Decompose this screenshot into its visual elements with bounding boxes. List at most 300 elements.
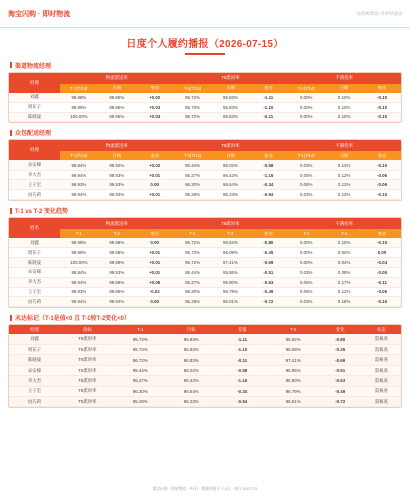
- section-title-text: 渠道物流经理: [15, 63, 52, 70]
- value-cell: 100.00%: [60, 112, 98, 122]
- name-cell: 李大杰: [9, 376, 60, 386]
- name-cell: 刘鑫: [9, 334, 60, 344]
- t1-cell: 95.44%: [115, 365, 166, 375]
- value-cell: 99.94%: [60, 160, 98, 170]
- manager-name: 宋安娣: [9, 267, 60, 277]
- name-cell: 由巧莉: [9, 397, 60, 407]
- metric-cell: T6派时率: [60, 386, 115, 396]
- change-cell: -0.72: [249, 297, 287, 307]
- sub-column-header: T-1(7/14): [174, 84, 212, 93]
- manager-name: 刘鑫: [9, 238, 60, 248]
- change-cell: -0.10: [363, 160, 401, 170]
- flagged-row: [9, 345, 401, 355]
- value-cell: 96.83%: [212, 112, 250, 122]
- value-cell: 95.44%: [174, 267, 212, 277]
- table-row: [9, 248, 401, 258]
- sub-column-header: T-1: [60, 229, 98, 238]
- manager-name: 周东子: [9, 248, 60, 258]
- value-cell: 99.99%: [60, 248, 98, 258]
- gap-cell: -1.11: [217, 334, 268, 344]
- section-title-text: 未达标记（T-1是值<0 且 T-1较T-2变化<0）: [15, 316, 131, 323]
- sub-column-header: 日期: [212, 151, 250, 160]
- metric-cell: T6派时率: [60, 355, 115, 365]
- column-header: 经理: [9, 325, 60, 334]
- table-row: [9, 180, 401, 190]
- sub-column-header: 变动: [136, 229, 174, 238]
- section-channel-managers: [8, 61, 402, 124]
- value-cell: 95.90%: [212, 277, 250, 287]
- metric-group-header: T6派时率: [174, 140, 288, 151]
- change-cell: +0.01: [136, 267, 174, 277]
- metric-cell: T6派时率: [60, 397, 115, 407]
- value-cell: 99.98%: [60, 93, 98, 103]
- status-cell: 需核查: [362, 355, 401, 365]
- manager-name: 王子宏: [9, 180, 60, 190]
- channel-table: [9, 73, 401, 123]
- value-cell: 0.00%: [287, 258, 325, 268]
- value-cell: 0.00%: [287, 238, 325, 248]
- value-cell: 96.83%: [212, 102, 250, 112]
- status-cell: 需核查: [362, 386, 401, 396]
- section-marker: [10, 208, 12, 214]
- flagged-table-card: [8, 324, 402, 408]
- top-bar: [0, 0, 410, 28]
- metric-group-header: 不满投率: [287, 73, 401, 84]
- value-cell: 0.10%: [325, 93, 363, 103]
- value-cell: 95.72%: [174, 93, 212, 103]
- brand-tagline: 为您极致送 当单时送达: [355, 10, 402, 16]
- value-cell: 95.73%: [174, 102, 212, 112]
- table-row: [9, 112, 401, 122]
- trend-table-card: [8, 217, 402, 308]
- change-cell: 0.00: [363, 248, 401, 258]
- metric-group-header: 物流派送率: [60, 73, 174, 84]
- value-cell: 99.98%: [60, 238, 98, 248]
- table-row: [9, 102, 401, 112]
- value-cell: 96.02%: [212, 160, 250, 170]
- value-cell: 0.12%: [325, 287, 363, 297]
- t1-cell: 96.30%: [115, 386, 166, 396]
- metric-group-header: 物流派送率: [60, 140, 174, 151]
- metric-cell: T6派时率: [60, 365, 115, 375]
- value-cell: 95.73%: [174, 248, 212, 258]
- change-cell: -0.10: [363, 112, 401, 122]
- page-title: 日度个人履约播报（2026-07-15）: [126, 39, 284, 50]
- value-cell: 99.95%: [98, 287, 136, 297]
- flagged-row: [9, 365, 401, 375]
- t2-cell: 97.41%: [268, 355, 319, 365]
- value-cell: 99.98%: [98, 248, 136, 258]
- name-cell: 周东子: [9, 345, 60, 355]
- chg-cell: -0.35: [319, 345, 362, 355]
- value-cell: 99.96%: [98, 112, 136, 122]
- change-cell: -0.94: [249, 190, 287, 200]
- t2-cell: 95.90%: [268, 376, 319, 386]
- metric-group-header: 物流派送率: [60, 218, 174, 229]
- value-cell: 95.29%: [174, 297, 212, 307]
- manager-name: 李大杰: [9, 277, 60, 287]
- gap-cell: -0.58: [217, 365, 268, 375]
- section-trend: [8, 206, 402, 308]
- value-cell: 96.72%: [174, 258, 212, 268]
- sub-header-row: [9, 229, 401, 238]
- metric-group-header: T6派时率: [174, 73, 288, 84]
- sub-column-header: 变动: [249, 229, 287, 238]
- value-cell: 96.08%: [212, 248, 250, 258]
- section-marker: [10, 62, 12, 68]
- change-cell: +0.01: [136, 170, 174, 180]
- change-cell: -0.04: [363, 258, 401, 268]
- value-cell: 0.06%: [287, 180, 325, 190]
- value-cell: 0.00%: [287, 93, 325, 103]
- status-cell: 需核查: [362, 345, 401, 355]
- sub-column-header: 变动: [363, 84, 401, 93]
- value-cell: 0.10%: [325, 238, 363, 248]
- value-cell: 99.94%: [60, 170, 98, 180]
- header-row: [9, 325, 401, 334]
- t1-cell: 95.27%: [115, 376, 166, 386]
- value-cell: 96.23%: [212, 190, 250, 200]
- title-divider: [185, 53, 225, 55]
- column-header: T-1: [115, 325, 166, 334]
- target-cell: 96.83%: [166, 355, 217, 365]
- value-cell: 99.93%: [60, 180, 98, 190]
- change-cell: +0.02: [136, 93, 174, 103]
- table-row: [9, 297, 401, 307]
- value-cell: 99.94%: [60, 277, 98, 287]
- value-cell: 0.00%: [287, 248, 325, 258]
- chg-cell: -0.69: [319, 355, 362, 365]
- group-header-row: [9, 140, 401, 151]
- value-cell: 99.94%: [60, 190, 98, 200]
- change-cell: -0.10: [363, 238, 401, 248]
- status-cell: 需核查: [362, 365, 401, 375]
- value-cell: 0.03%: [287, 297, 325, 307]
- sub-column-header: 变动: [363, 151, 401, 160]
- value-cell: 0.03%: [287, 190, 325, 200]
- group-header-row: [9, 218, 401, 229]
- change-cell: -0.80: [249, 238, 287, 248]
- status-cell: 需核查: [362, 376, 401, 386]
- change-cell: 0.00: [136, 238, 174, 248]
- value-cell: 0.17%: [325, 277, 363, 287]
- table-row: [9, 258, 401, 268]
- t2-cell: 96.52%: [268, 334, 319, 344]
- manager-name: 刘鑫: [9, 93, 60, 103]
- sub-column-header: T-1: [174, 229, 212, 238]
- trend-table: [9, 218, 401, 307]
- table-row: [9, 287, 401, 297]
- gap-cell: -1.16: [217, 376, 268, 386]
- change-cell: -0.06: [363, 180, 401, 190]
- crowd-table: [9, 140, 401, 200]
- value-cell: 96.30%: [174, 287, 212, 297]
- change-cell: +0.03: [136, 102, 174, 112]
- value-cell: 96.01%: [212, 297, 250, 307]
- table-row: [9, 277, 401, 287]
- value-cell: 97.41%: [212, 258, 250, 268]
- manager-name: 李大杰: [9, 170, 60, 180]
- change-cell: -0.49: [249, 287, 287, 297]
- flagged-row: [9, 376, 401, 386]
- value-cell: 95.44%: [174, 160, 212, 170]
- change-cell: -1.10: [249, 102, 287, 112]
- change-cell: -0.02: [136, 287, 174, 297]
- value-cell: 0.00%: [287, 102, 325, 112]
- t2-cell: 96.08%: [268, 345, 319, 355]
- crowd-table-card: [8, 139, 402, 201]
- value-cell: 0.06%: [287, 170, 325, 180]
- table-row: [9, 160, 401, 170]
- change-cell: -1.16: [249, 170, 287, 180]
- name-column-header: 经理: [9, 73, 60, 93]
- chg-cell: -0.72: [319, 397, 362, 407]
- sub-column-header: T-1: [287, 229, 325, 238]
- value-cell: 99.99%: [98, 258, 136, 268]
- chg-cell: -0.51: [319, 365, 362, 375]
- manager-name: 周东子: [9, 102, 60, 112]
- section-title: [8, 61, 402, 70]
- target-cell: 96.83%: [166, 334, 217, 344]
- value-cell: 99.93%: [98, 190, 136, 200]
- value-cell: 96.72%: [174, 112, 212, 122]
- value-cell: 96.52%: [212, 238, 250, 248]
- name-cell: 王子宏: [9, 386, 60, 396]
- gap-cell: -1.10: [217, 345, 268, 355]
- change-cell: -0.63: [249, 277, 287, 287]
- sub-column-header: T-1(7/14): [287, 151, 325, 160]
- value-cell: 0.04%: [325, 258, 363, 268]
- sub-column-header: 变动: [249, 84, 287, 93]
- change-cell: -0.35: [249, 248, 287, 258]
- chg-cell: -0.63: [319, 376, 362, 386]
- value-cell: 0.18%: [325, 297, 363, 307]
- value-cell: 96.83%: [212, 93, 250, 103]
- sub-header-row: [9, 151, 401, 160]
- sub-column-header: T-1(7/14): [60, 84, 98, 93]
- value-cell: 0.13%: [325, 160, 363, 170]
- name-column-header: 姓名: [9, 218, 60, 238]
- manager-name: 由巧莉: [9, 297, 60, 307]
- sub-column-header: T-1(7/14): [287, 84, 325, 93]
- column-header: 变化: [319, 325, 362, 334]
- section-marker: [10, 130, 12, 136]
- value-cell: 0.10%: [325, 102, 363, 112]
- value-cell: 99.94%: [98, 297, 136, 307]
- status-cell: 需核查: [362, 334, 401, 344]
- value-cell: 0.06%: [287, 287, 325, 297]
- change-cell: +0.02: [136, 160, 174, 170]
- change-cell: -0.15: [363, 297, 401, 307]
- sub-column-header: T-1(7/14): [174, 151, 212, 160]
- change-cell: 0.00: [136, 297, 174, 307]
- value-cell: 96.43%: [212, 170, 250, 180]
- value-cell: 99.94%: [60, 267, 98, 277]
- change-cell: -0.10: [363, 102, 401, 112]
- target-cell: 96.83%: [166, 345, 217, 355]
- section-title: [8, 313, 402, 322]
- change-cell: -0.10: [363, 93, 401, 103]
- table-row: [9, 267, 401, 277]
- section-crowd-managers: [8, 128, 402, 201]
- sub-column-header: 变动: [363, 229, 401, 238]
- chg-cell: -0.80: [319, 334, 362, 344]
- gap-cell: -0.94: [217, 397, 268, 407]
- value-cell: 95.27%: [174, 277, 212, 287]
- gap-cell: -0.34: [217, 386, 268, 396]
- value-cell: 99.93%: [60, 287, 98, 297]
- value-cell: 0.08%: [325, 267, 363, 277]
- value-cell: 95.27%: [174, 170, 212, 180]
- column-header: T-2: [268, 325, 319, 334]
- metric-cell: T6派时率: [60, 334, 115, 344]
- value-cell: 99.92%: [98, 160, 136, 170]
- metric-group-header: T6派时率: [174, 218, 288, 229]
- value-cell: 0.00%: [287, 112, 325, 122]
- column-header: 状态: [362, 325, 401, 334]
- target-cell: 96.23%: [166, 397, 217, 407]
- change-cell: -0.34: [249, 180, 287, 190]
- sub-column-header: 变动: [136, 151, 174, 160]
- section-title-text: T-1 vs T-2 变化趋势: [15, 209, 69, 216]
- value-cell: 96.64%: [212, 180, 250, 190]
- sub-column-header: T-1(7/14): [60, 151, 98, 160]
- value-cell: 99.93%: [98, 267, 136, 277]
- value-cell: 95.29%: [174, 190, 212, 200]
- change-cell: -0.06: [363, 287, 401, 297]
- value-cell: 99.93%: [98, 180, 136, 190]
- manager-name: 陈晓晟: [9, 112, 60, 122]
- change-cell: 0.00: [136, 180, 174, 190]
- metric-cell: T6派时率: [60, 376, 115, 386]
- table-row: [9, 238, 401, 248]
- value-cell: 99.93%: [98, 170, 136, 180]
- target-cell: 96.02%: [166, 365, 217, 375]
- change-cell: -1.11: [249, 93, 287, 103]
- value-cell: 96.79%: [212, 287, 250, 297]
- channel-table-card: [8, 72, 402, 124]
- change-cell: -0.11: [249, 112, 287, 122]
- value-cell: 95.95%: [212, 267, 250, 277]
- t2-cell: 96.01%: [268, 397, 319, 407]
- value-cell: 99.96%: [98, 102, 136, 112]
- value-cell: 100.00%: [60, 258, 98, 268]
- value-cell: 0.12%: [325, 180, 363, 190]
- t2-cell: 95.95%: [268, 365, 319, 375]
- section-title: [8, 206, 402, 215]
- sub-header-row: [9, 84, 401, 93]
- section-title-text: 众包配送经理: [15, 131, 52, 138]
- t1-cell: 95.72%: [115, 334, 166, 344]
- sub-column-header: 变动: [136, 84, 174, 93]
- metric-group-header: 不满投率: [287, 218, 401, 229]
- t1-cell: 96.72%: [115, 355, 166, 365]
- value-cell: 99.89%: [98, 277, 136, 287]
- value-cell: 0.00%: [325, 248, 363, 258]
- flagged-row: [9, 334, 401, 344]
- metric-group-header: 不满投率: [287, 140, 401, 151]
- sub-column-header: T-2: [98, 229, 136, 238]
- name-cell: 陈晓晟: [9, 355, 60, 365]
- manager-name: 陈晓晟: [9, 258, 60, 268]
- manager-name: 王子宏: [9, 287, 60, 297]
- name-column-header: 经理: [9, 140, 60, 160]
- group-header-row: [9, 73, 401, 84]
- value-cell: 95.72%: [174, 238, 212, 248]
- name-cell: 宋安娣: [9, 365, 60, 375]
- section-flagged: [8, 313, 402, 408]
- sub-column-header: T-2: [212, 229, 250, 238]
- metric-cell: T6派时率: [60, 345, 115, 355]
- value-cell: 0.03%: [287, 267, 325, 277]
- value-cell: 0.13%: [325, 190, 363, 200]
- gap-cell: -0.11: [217, 355, 268, 365]
- value-cell: 0.06%: [287, 277, 325, 287]
- section-title: [8, 128, 402, 137]
- change-cell: +0.01: [136, 190, 174, 200]
- t2-cell: 96.79%: [268, 386, 319, 396]
- column-header: 目标: [166, 325, 217, 334]
- change-cell: +0.01: [136, 258, 174, 268]
- target-cell: 96.43%: [166, 376, 217, 386]
- value-cell: 0.12%: [325, 170, 363, 180]
- change-cell: -0.10: [363, 190, 401, 200]
- value-cell: 0.10%: [325, 112, 363, 122]
- column-header: 指标: [60, 325, 115, 334]
- target-cell: 96.64%: [166, 386, 217, 396]
- sub-column-header: 日期: [98, 151, 136, 160]
- flagged-table: [9, 325, 401, 407]
- t1-cell: 95.29%: [115, 397, 166, 407]
- chg-cell: -0.49: [319, 386, 362, 396]
- value-cell: 99.98%: [98, 238, 136, 248]
- flagged-row: [9, 386, 401, 396]
- table-row: [9, 93, 401, 103]
- change-cell: +0.04: [136, 112, 174, 122]
- sub-column-header: T-2: [325, 229, 363, 238]
- brand-logo: 淘宝闪购 · 即时物流: [8, 10, 71, 18]
- table-row: [9, 170, 401, 180]
- sub-column-header: 日期: [325, 84, 363, 93]
- sub-column-header: 变动: [249, 151, 287, 160]
- flagged-row: [9, 397, 401, 407]
- value-cell: 96.30%: [174, 180, 212, 190]
- table-row: [9, 190, 401, 200]
- sub-column-header: 日期: [212, 84, 250, 93]
- change-cell: -0.69: [249, 258, 287, 268]
- column-header: 差值: [217, 325, 268, 334]
- footer-note: 淘宝闪购 · 即时物流 · P3日 · 数据来源于 T-1日 · 统计 10/1/779: [152, 487, 258, 491]
- value-cell: 99.94%: [60, 297, 98, 307]
- change-cell: -0.05: [363, 267, 401, 277]
- change-cell: -0.58: [249, 160, 287, 170]
- change-cell: +0.05: [136, 277, 174, 287]
- t1-cell: 95.73%: [115, 345, 166, 355]
- value-cell: 99.99%: [60, 102, 98, 112]
- manager-name: 由巧莉: [9, 190, 60, 200]
- flagged-row: [9, 355, 401, 365]
- sub-column-header: 日期: [325, 151, 363, 160]
- value-cell: 0.03%: [287, 160, 325, 170]
- change-cell: -0.06: [363, 170, 401, 180]
- change-cell: -0.11: [363, 277, 401, 287]
- manager-name: 宋安娣: [9, 160, 60, 170]
- change-cell: +0.01: [136, 248, 174, 258]
- value-cell: 99.96%: [98, 93, 136, 103]
- section-marker: [10, 315, 12, 321]
- sub-column-header: 日期: [98, 84, 136, 93]
- status-cell: 需核查: [362, 397, 401, 407]
